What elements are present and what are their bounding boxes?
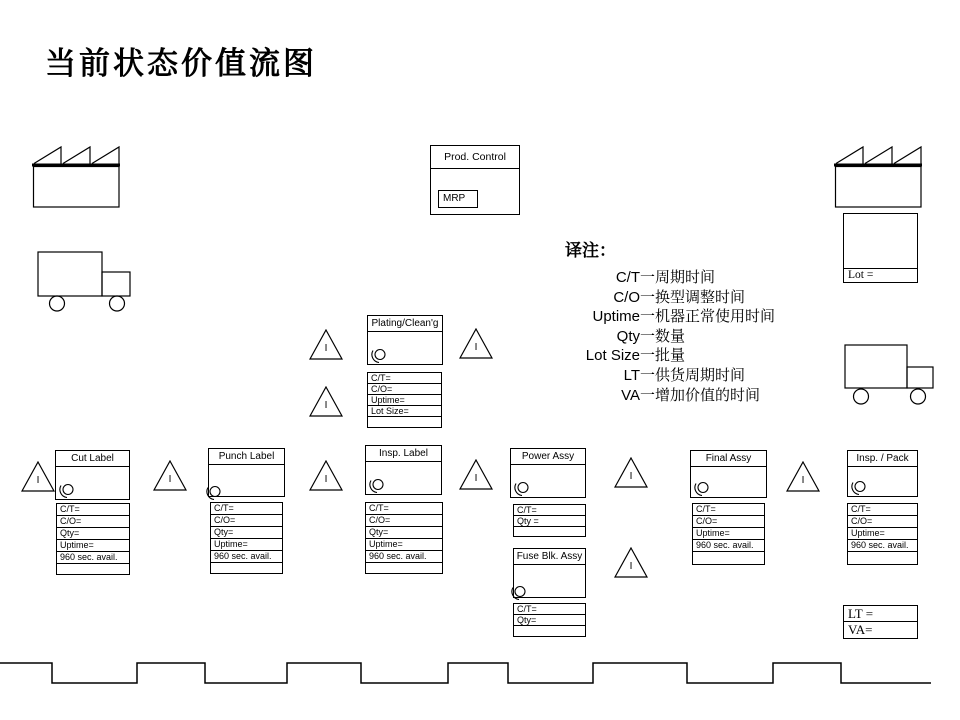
customer-factory-icon	[834, 145, 926, 209]
data-row: Uptime=	[368, 395, 441, 406]
lot-label: Lot =	[844, 268, 917, 282]
data-row: C/O=	[366, 515, 442, 527]
inventory-triangle	[309, 386, 343, 417]
page-title: 当前状态价值流图	[45, 46, 317, 81]
lot-box	[843, 213, 918, 283]
inventory-label: I	[629, 561, 633, 572]
process-power-assy	[510, 448, 586, 498]
data-row: 960 sec. avail.	[366, 551, 442, 563]
inventory-triangle	[309, 329, 343, 360]
legend-term: C/T	[615, 269, 640, 286]
inbound-truck-icon	[37, 251, 133, 313]
legend	[548, 236, 775, 405]
data-row: C/T=	[848, 504, 917, 516]
inventory-triangle	[153, 460, 187, 491]
inventory-triangle	[614, 457, 648, 488]
data-box-punch-label	[210, 502, 283, 574]
legend-item	[548, 366, 775, 386]
legend-item	[548, 268, 775, 288]
process-title: Cut Label	[56, 451, 129, 467]
data-row	[693, 552, 764, 564]
legend-term: C/O	[613, 288, 640, 306]
va-label: VA=	[848, 622, 873, 637]
data-row: Qty=	[366, 527, 442, 539]
data-row: C/T=	[211, 503, 282, 515]
data-row: Uptime=	[211, 539, 282, 551]
process-final-assy	[690, 450, 767, 498]
data-row: 960 sec. avail.	[848, 540, 917, 552]
data-row: Qty=	[211, 527, 282, 539]
legend-item	[548, 327, 775, 347]
legend-term: LT	[623, 366, 640, 384]
data-box-fuse-blk-assy	[513, 603, 586, 637]
data-row: Lot Size=	[368, 406, 441, 417]
legend-def: 一周期时间	[640, 269, 716, 286]
inventory-label: I	[324, 343, 328, 354]
data-row: Qty=	[57, 528, 129, 540]
data-row: Uptime=	[57, 540, 129, 552]
data-row: C/O=	[693, 516, 764, 528]
data-row	[57, 564, 129, 574]
data-row: 960 sec. avail.	[57, 552, 129, 564]
legend-def: 一增加价值的时间	[640, 386, 761, 404]
process-title: Punch Label	[209, 449, 284, 465]
inventory-label: I	[629, 471, 633, 482]
legend-def: 一换型调整时间	[640, 288, 746, 306]
operator-icon	[368, 478, 386, 493]
operator-icon	[205, 485, 223, 500]
data-box-power-assy	[513, 504, 586, 537]
inventory-triangle	[459, 459, 493, 490]
inventory-label: I	[801, 475, 805, 486]
data-row: C/T=	[368, 373, 441, 384]
process-insp-pack	[847, 450, 918, 497]
inventory-triangle	[614, 547, 648, 578]
legend-term: Uptime	[592, 308, 640, 326]
legend-def: 一机器正常使用时间	[640, 308, 776, 326]
process-title: Plating/Clean'g	[368, 316, 442, 332]
data-row	[514, 527, 585, 536]
operator-icon	[510, 585, 528, 600]
data-box-final-assy	[692, 503, 765, 565]
data-row: C/T=	[514, 604, 585, 615]
inventory-triangle	[786, 461, 820, 492]
data-row: C/T=	[57, 504, 129, 516]
data-row: Qty=	[514, 615, 585, 626]
data-row: C/O=	[848, 516, 917, 528]
data-row: C/T=	[693, 504, 764, 516]
inventory-label: I	[36, 475, 40, 486]
legend-def: 一供货周期时间	[640, 366, 746, 384]
data-row: C/T=	[366, 503, 442, 515]
inventory-triangle	[309, 460, 343, 491]
inventory-label: I	[168, 474, 172, 485]
process-title: Fuse Blk. Assy	[514, 549, 585, 565]
process-title: Power Assy	[511, 449, 585, 465]
data-row: C/T=	[514, 505, 585, 516]
process-insp-label	[365, 445, 442, 495]
lt-label: LT =	[844, 606, 917, 622]
data-row: Uptime=	[366, 539, 442, 551]
legend-term: VA	[621, 386, 640, 404]
data-row: Qty =	[514, 516, 585, 527]
inventory-label: I	[474, 473, 478, 484]
data-box-insp-pack	[847, 503, 918, 565]
data-row	[211, 563, 282, 573]
legend-def: 一数量	[640, 327, 686, 345]
outbound-truck-icon	[844, 344, 936, 406]
legend-term: Lot Size	[585, 347, 640, 365]
inventory-triangle	[459, 328, 493, 359]
data-box-cut-label	[56, 503, 130, 575]
data-row	[848, 552, 917, 564]
data-row	[514, 626, 585, 636]
supplier-factory-icon	[32, 145, 124, 209]
operator-icon	[370, 348, 388, 363]
inventory-triangle	[21, 461, 55, 492]
process-title: Final Assy	[691, 451, 766, 467]
production-control-box	[430, 145, 520, 215]
process-cut-label	[55, 450, 130, 500]
data-row: Uptime=	[848, 528, 917, 540]
lead-time-box	[843, 605, 918, 639]
data-row: 960 sec. avail.	[211, 551, 282, 563]
inventory-label: I	[324, 400, 328, 411]
production-control-title: Prod. Control	[431, 146, 519, 169]
process-punch-label	[208, 448, 285, 497]
data-row: C/O=	[368, 384, 441, 395]
legend-title: 译注：	[565, 241, 616, 260]
data-row: C/O=	[211, 515, 282, 527]
data-row: Uptime=	[693, 528, 764, 540]
process-title: Insp. / Pack	[848, 451, 917, 467]
timeline-ladder	[0, 659, 960, 689]
legend-item	[548, 386, 775, 406]
operator-icon	[693, 481, 711, 496]
process-fuse-blk-assy	[513, 548, 586, 598]
inventory-label: I	[324, 474, 328, 485]
data-row: 960 sec. avail.	[693, 540, 764, 552]
legend-item	[548, 288, 775, 308]
inventory-label: I	[474, 342, 478, 353]
operator-icon	[513, 481, 531, 496]
legend-def: 一批量	[640, 347, 686, 365]
data-row	[368, 417, 441, 427]
process-title: Insp. Label	[366, 446, 441, 462]
operator-icon	[850, 480, 868, 495]
legend-item	[548, 307, 775, 327]
data-box-plating-cleaning	[367, 372, 442, 428]
legend-item	[548, 346, 775, 366]
operator-icon	[58, 483, 76, 498]
data-row: C/O=	[57, 516, 129, 528]
mrp-box: MRP	[438, 190, 478, 208]
data-box-insp-label	[365, 502, 443, 574]
process-plating-cleaning	[367, 315, 443, 365]
legend-term: Qty	[616, 327, 640, 345]
data-row	[366, 563, 442, 573]
